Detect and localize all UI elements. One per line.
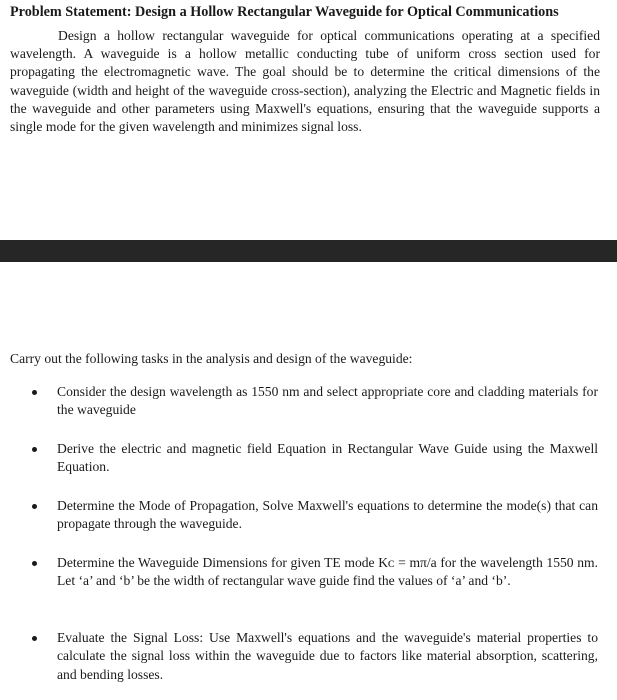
divider-bar bbox=[0, 240, 617, 262]
task-text: Determine the Mode of Propagation, Solve Maxwell's equations to determine the mode(s) that can propagate through the waveguide. bbox=[57, 498, 598, 532]
bullet-icon bbox=[32, 447, 37, 452]
task-text: Determine the Waveguide Dimensions for given TE mode Kᴄ = mπ/a for the wavelength 1550 nm. Let ‘a’ and ‘b’ be the width of rectangular wave guide find the values of ‘a’ and ‘b’. bbox=[57, 555, 598, 589]
tasks-heading: Carry out the following tasks in the analysis and design of the waveguide: bbox=[10, 351, 413, 366]
bullet-icon bbox=[32, 390, 37, 395]
intro-paragraph: Design a hollow rectangular waveguide for optical communications operating at a specified wavelength. A waveguide is a hollow metallic conducting tube of uniform cross section used for propagating the electromagnetic wave. The goal should be to determine the critical dimensions of the waveguide (width and height of the waveguide cross-section), analyzing the Electric and Magnetic fields in the waveguide and other parameters using Maxwell's equations, ensuring that the waveguide supports a single mode for the given wavelength and minimizes signal loss. bbox=[10, 28, 600, 135]
bullet-icon bbox=[32, 504, 37, 509]
bullet-icon bbox=[32, 636, 37, 641]
task-text: Consider the design wavelength as 1550 nm and select appropriate core and cladding materials for the waveguide bbox=[57, 384, 598, 418]
bullet-icon bbox=[32, 561, 37, 566]
task-text: Derive the electric and magnetic field Equation in Rectangular Wave Guide using the Maxwell Equation. bbox=[57, 441, 598, 475]
task-text: Evaluate the Signal Loss: Use Maxwell's equations and the waveguide's material properties to calculate the signal loss within the waveguide due to factors like material absorption, scattering, and bending losses. bbox=[57, 630, 598, 682]
problem-title: Problem Statement: Design a Hollow Rectangular Waveguide for Optical Communications bbox=[10, 4, 559, 20]
